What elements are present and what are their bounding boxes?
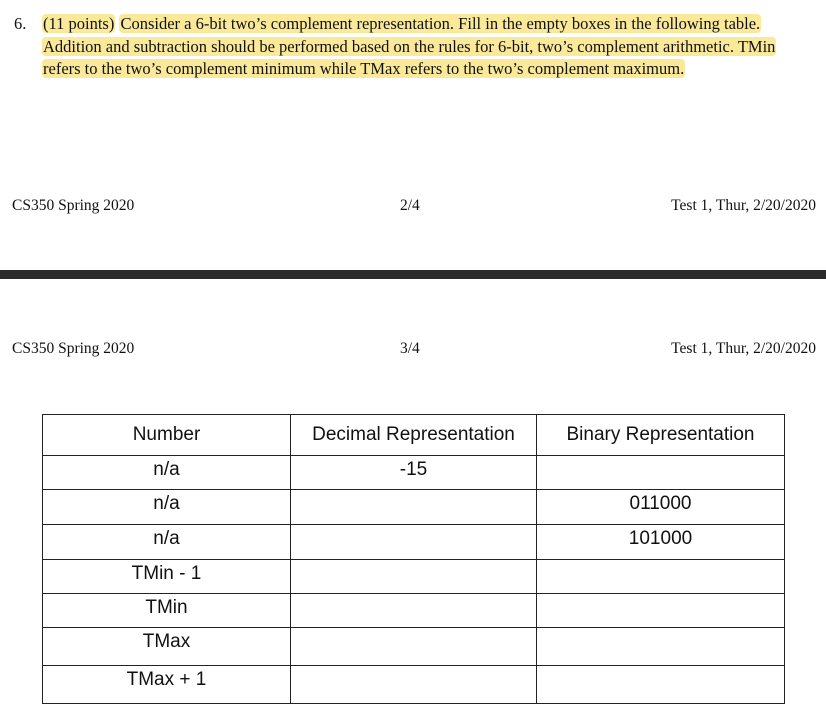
number-cell: TMin - 1 <box>43 560 291 594</box>
binary-cell[interactable]: 101000 <box>537 525 785 560</box>
binary-cell[interactable] <box>537 666 785 704</box>
binary-cell[interactable] <box>537 628 785 666</box>
footer-course: CS350 Spring 2020 <box>12 197 135 214</box>
binary-cell[interactable] <box>537 594 785 628</box>
footer-page-number: 2/4 <box>400 197 420 214</box>
number-cell: TMax + 1 <box>43 666 291 704</box>
page-2-bottom <box>0 0 826 270</box>
number-cell: TMax <box>43 628 291 666</box>
header-page-number: 3/4 <box>400 340 420 357</box>
decimal-cell[interactable] <box>291 594 537 628</box>
number-cell: n/a <box>43 456 291 490</box>
number-cell: n/a <box>43 490 291 525</box>
table-row <box>43 594 785 628</box>
binary-cell[interactable]: 011000 <box>537 490 785 525</box>
decimal-cell[interactable] <box>291 628 537 666</box>
decimal-cell[interactable] <box>291 560 537 594</box>
table-row <box>43 628 785 666</box>
table-row <box>43 560 785 594</box>
decimal-cell[interactable] <box>291 525 537 560</box>
header-course: CS350 Spring 2020 <box>12 340 135 357</box>
decimal-cell[interactable]: -15 <box>291 456 537 490</box>
header-decimal: Decimal Representation <box>291 415 537 456</box>
table-row <box>43 490 785 525</box>
binary-cell[interactable] <box>537 456 785 490</box>
header-number: Number <box>43 415 291 456</box>
page-separator <box>0 270 826 279</box>
binary-cell[interactable] <box>537 560 785 594</box>
decimal-cell[interactable] <box>291 666 537 704</box>
number-cell: TMin <box>43 594 291 628</box>
table-row <box>43 456 785 490</box>
number-cell: n/a <box>43 525 291 560</box>
table-header-row <box>43 415 785 456</box>
question-number: 6. <box>14 14 27 33</box>
footer-test-info: Test 1, Thur, 2/20/2020 <box>671 197 816 214</box>
table-row <box>43 525 785 560</box>
question-points: (11 points) <box>43 14 115 33</box>
question-body <box>42 13 814 81</box>
footer-page-2 <box>12 197 816 217</box>
representation-table <box>42 414 785 704</box>
decimal-cell[interactable] <box>291 490 537 525</box>
header-test-info: Test 1, Thur, 2/20/2020 <box>671 340 816 357</box>
table-row <box>43 666 785 704</box>
header-page-3 <box>12 340 816 360</box>
header-binary: Binary Representation <box>537 415 785 456</box>
question-text: Consider a 6-bit two’s complement representation. Fill in the empty boxes in the following table. Addition and subtraction should be performed based on the rules for 6-bit, two’s complement arithmetic. TMin refers to the two’s complement minimum while TMax refers to the two’s complement maximum. <box>43 14 776 78</box>
